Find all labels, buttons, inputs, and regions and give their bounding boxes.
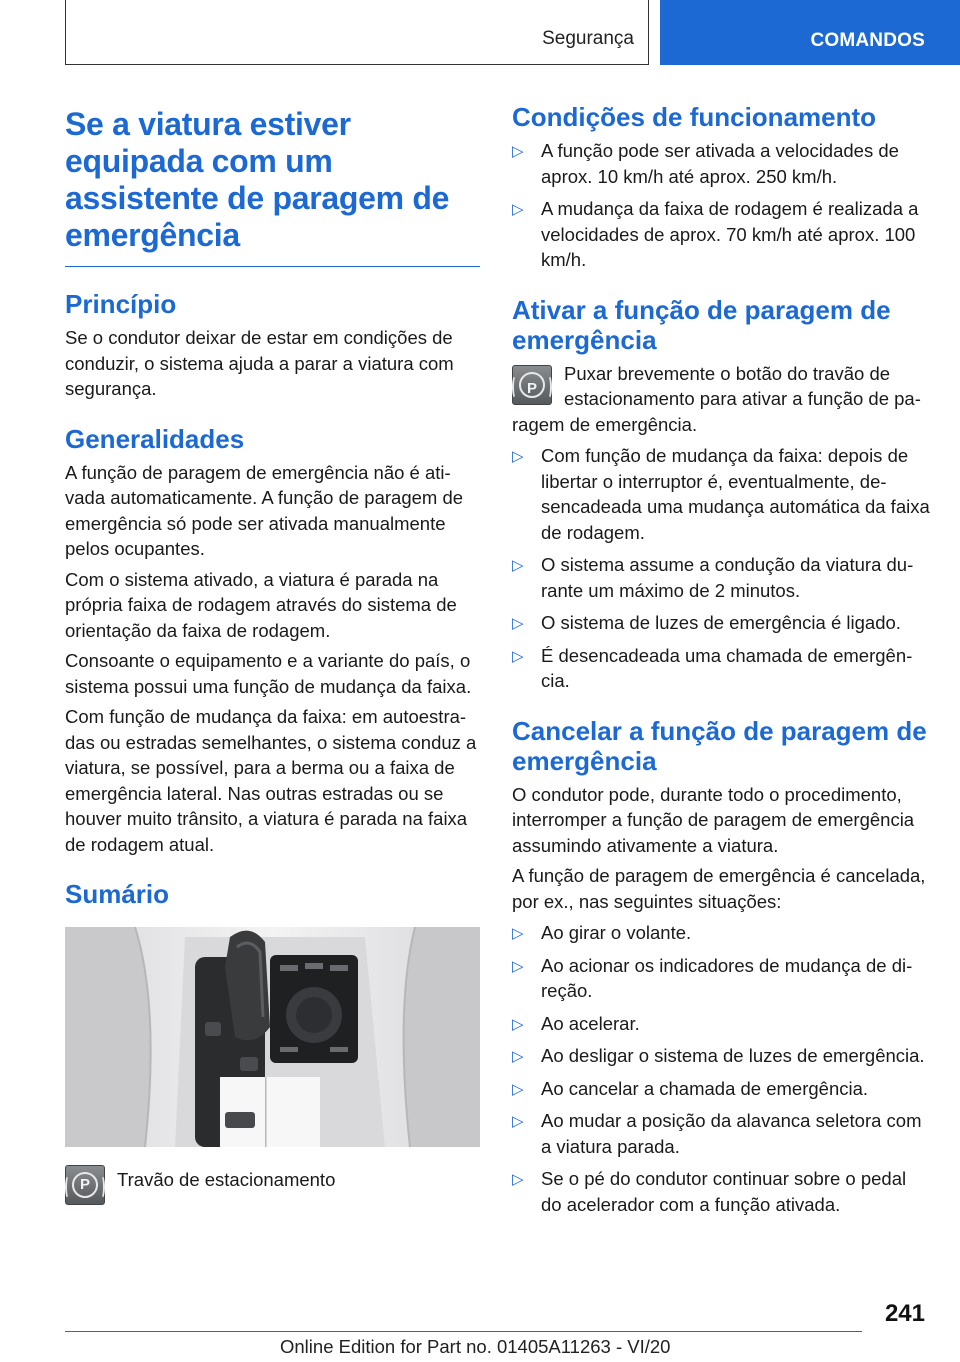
right-column (512, 100, 930, 1224)
bullet-triangle-icon: ▷ (512, 448, 524, 465)
bullet-triangle-icon: ▷ (512, 201, 524, 218)
list-item: ▷ Ao desligar o sistema de luzes de emergência. (512, 1043, 930, 1069)
list-item: ▷ Ao cancelar a chamada de emergência. (512, 1076, 930, 1102)
generalidades-paragraph-2: Com o sistema ativado, a viatura é parada na própria faixa de rodagem através do sistema de orientação da faixa de rodagem. (65, 568, 457, 641)
list-item: ▷ Ao mudar a posição da alavanca seletora com a viatura parada. (512, 1110, 922, 1157)
list-item: ▷ Ao acionar os indicadores de mudança de direção. (512, 954, 913, 1001)
ativar-heading: Ativar a função de paragem de emergência (512, 294, 891, 355)
condicoes-heading: Condições de funcionamento (512, 102, 877, 132)
center-console-photo (65, 927, 480, 1147)
generalidades-heading: Generalidades (65, 423, 245, 454)
list-item: ▷ Ao acelerar. (512, 1011, 930, 1037)
ativar-list (512, 443, 930, 694)
photo-caption: Travão de estacionamento (117, 1169, 336, 1190)
page-number: 241 (884, 1300, 925, 1327)
parking-brake-icon: P (512, 365, 552, 405)
list-item: ▷ O sistema assume a condução da viatura durante um máximo de 2 minutos. (512, 554, 914, 601)
bullet-triangle-icon: ▷ (512, 143, 524, 160)
parking-brake-icon: P (65, 1165, 105, 1205)
generalidades-paragraph-1: A função de paragem de emergência não é ativada automaticamente. A função de paragem de emergência só pode ser ativada manualmente pelos ocupantes. (65, 461, 464, 559)
bullet-triangle-icon: ▷ (512, 647, 524, 665)
ativar-text: P Puxar brevemente o botão do travão de estacionamento para ativar a função de paragem de emergência. (512, 362, 921, 435)
list-item: ▷ Ao girar o volante. (512, 920, 930, 946)
cancelar-heading: Cancelar a função de paragem de emergência (512, 715, 927, 776)
sumario-heading: Sumário (65, 879, 170, 909)
header-chapter-tab[interactable] (660, 0, 960, 65)
list-item: ▷ O sistema de luzes de emergência é ligado. (512, 610, 930, 636)
list-item: ▷ A mudança da faixa de rodagem é realizada a velocidades de aprox. 70 km/h até aprox. 100 km/h. (512, 198, 919, 270)
cancelar-paragraph-2: A função de paragem de emergência é cancelada, por ex., nas seguintes situações: (512, 865, 926, 912)
header-section-label: Segurança (542, 28, 634, 49)
list-item: ▷ A função pode ser ativada a velocidades de aprox. 10 km/h até aprox. 250 km/h. (512, 140, 899, 187)
condicoes-list (512, 138, 930, 273)
principio-heading: Princípio (65, 289, 177, 319)
header-section-box (65, 0, 649, 65)
generalidades-paragraph-3: Consoante o equipamento e a variante do país, o sistema possui uma função de mudança da faixa. (65, 650, 472, 697)
bullet-triangle-icon: ▷ (512, 1048, 524, 1065)
list-item: ▷ Se o pé do condutor continuar sobre o pedal do acelerador com a função ativada. (512, 1168, 907, 1215)
cancelar-paragraph-1: O condutor pode, durante todo o procedimento, interromper a função de paragem de emergência assumindo ativamente a viatura. (512, 783, 915, 856)
bullet-triangle-icon: ▷ (512, 1015, 524, 1033)
footer-divider (65, 1331, 862, 1332)
title-divider (65, 266, 480, 267)
list-item: ▷ É desencadeada uma chamada de emergência. (512, 644, 913, 691)
bullet-triangle-icon: ▷ (512, 557, 524, 574)
page-title: Se a viatura estiver equipada com um assistente de paragem de emergência (65, 106, 450, 253)
left-column (65, 100, 480, 1205)
bullet-triangle-icon: ▷ (512, 1171, 524, 1188)
footer-edition: Online Edition for Part no. 01405A11263 - VI/20 (280, 1336, 671, 1357)
bullet-triangle-icon: ▷ (512, 925, 524, 942)
bullet-triangle-icon: ▷ (512, 1113, 524, 1130)
header-chapter-label: COMANDOS (810, 30, 925, 51)
photo-legend (65, 1165, 480, 1205)
cancelar-list (512, 920, 930, 1217)
principio-text: Se o condutor deixar de estar em condições de conduzir, o sistema ajuda a parar a viatura com segurança. (65, 327, 454, 399)
generalidades-paragraph-4: Com função de mudança da faixa: em autoestradas ou estradas semelhantes, o sistema conduz a viatura, se possível, para a berma ou a faixa de emergência lateral. Nas outras estradas ou se houver muito trânsito, a viatura é parada na faixa de rodagem atual. (65, 706, 477, 855)
bullet-triangle-icon: ▷ (512, 957, 524, 975)
bullet-triangle-icon: ▷ (512, 1080, 524, 1098)
list-item: ▷ Com função de mudança da faixa: depois de libertar o interruptor é, eventualmente, desencadeada uma mudança automática da faixa de rodagem. (512, 445, 930, 543)
bullet-triangle-icon: ▷ (512, 615, 524, 632)
